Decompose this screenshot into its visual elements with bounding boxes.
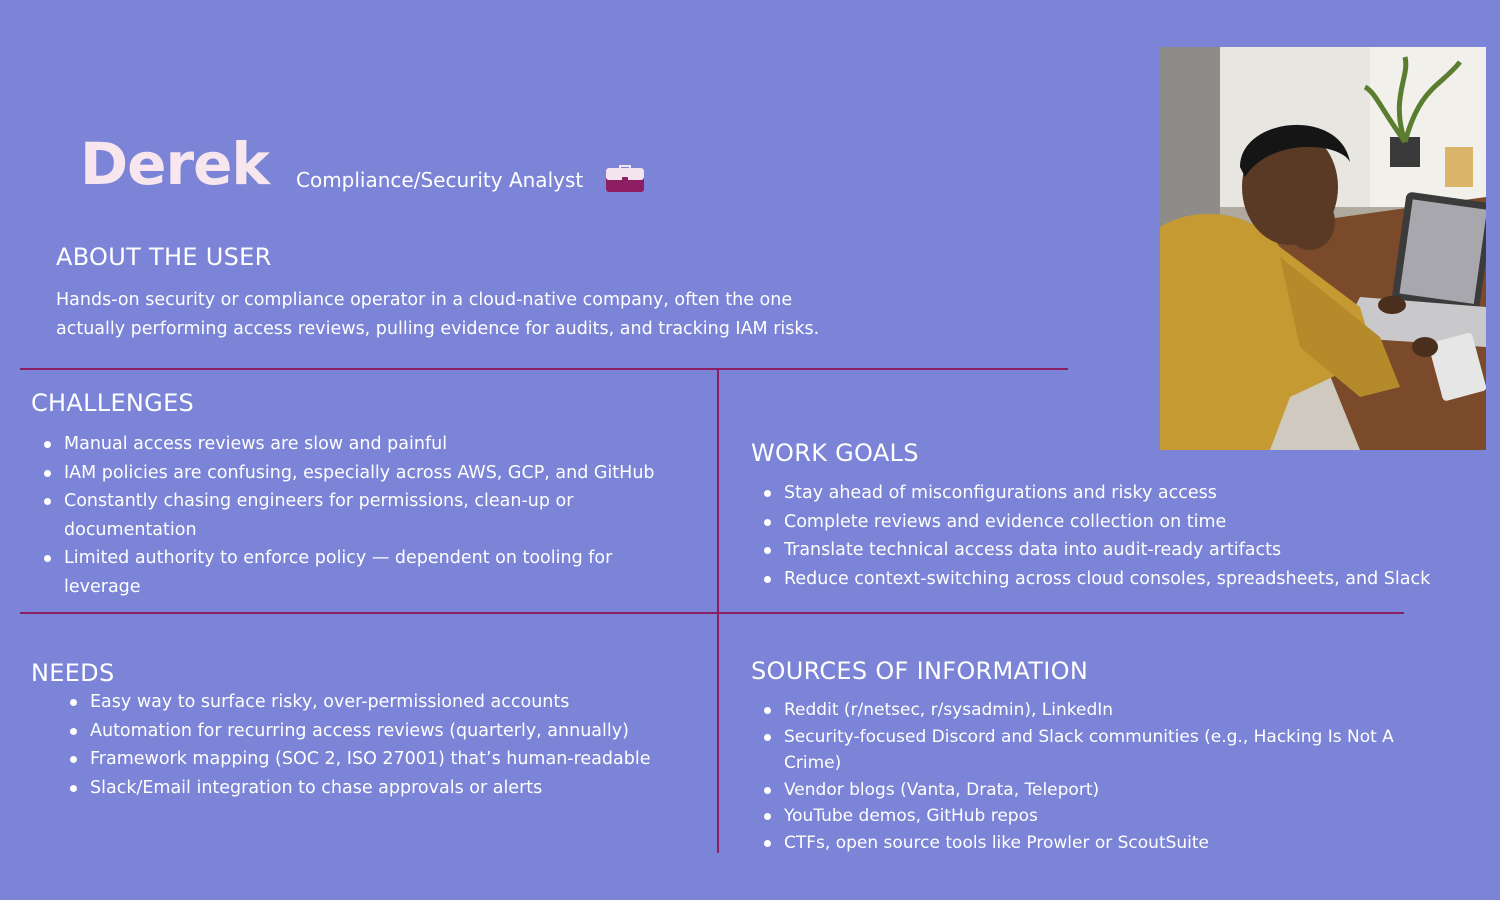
about-heading: ABOUT THE USER	[56, 243, 272, 271]
list-item: IAM policies are confusing, especially across AWS, GCP, and GitHub	[44, 459, 684, 488]
list-item: Easy way to surface risky, over-permissioned accounts	[70, 688, 655, 717]
list-item: Complete reviews and evidence collection on time	[764, 508, 1484, 537]
list-item: CTFs, open source tools like Prowler or ScoutSuite	[764, 830, 1414, 857]
persona-photo	[1160, 47, 1486, 450]
list-item: Security-focused Discord and Slack communities (e.g., Hacking Is Not A Crime)	[764, 724, 1414, 777]
needs-list	[70, 688, 655, 802]
persona-role: Compliance/Security Analyst	[296, 168, 584, 192]
about-text: Hands-on security or compliance operator in a cloud-native company, often the one actually performing access reviews, pulling evidence for audits, and tracking IAM risks.	[56, 290, 820, 339]
divider-top	[20, 368, 1068, 370]
divider-middle	[20, 612, 1404, 614]
needs-heading: NEEDS	[31, 659, 115, 687]
challenges-list	[44, 430, 684, 601]
list-item: Reddit (r/netsec, r/sysadmin), LinkedIn	[764, 697, 1414, 724]
list-item: Translate technical access data into audit-ready artifacts	[764, 536, 1484, 565]
list-item: Framework mapping (SOC 2, ISO 27001) that’s human-readable	[70, 745, 655, 774]
list-item: Constantly chasing engineers for permissions, clean-up or documentation	[44, 487, 684, 544]
list-item: Vendor blogs (Vanta, Drata, Teleport)	[764, 777, 1414, 804]
sources-heading: SOURCES OF INFORMATION	[751, 657, 1089, 685]
list-item: Automation for recurring access reviews (quarterly, annually)	[70, 717, 655, 746]
challenges-heading: CHALLENGES	[31, 389, 195, 417]
list-item: Limited authority to enforce policy — dependent on tooling for leverage	[44, 544, 684, 601]
briefcase-icon	[605, 161, 645, 193]
work-goals-heading: WORK GOALS	[751, 439, 919, 467]
sources-list	[764, 697, 1414, 856]
work-goals-list	[764, 479, 1484, 593]
list-item: YouTube demos, GitHub repos	[764, 803, 1414, 830]
persona-name: Derek	[80, 130, 269, 198]
list-item: Reduce context-switching across cloud consoles, spreadsheets, and Slack	[764, 565, 1484, 594]
divider-vertical	[717, 369, 719, 853]
list-item: Stay ahead of misconfigurations and risky access	[764, 479, 1484, 508]
list-item: Slack/Email integration to chase approvals or alerts	[70, 774, 655, 803]
list-item: Manual access reviews are slow and painful	[44, 430, 684, 459]
